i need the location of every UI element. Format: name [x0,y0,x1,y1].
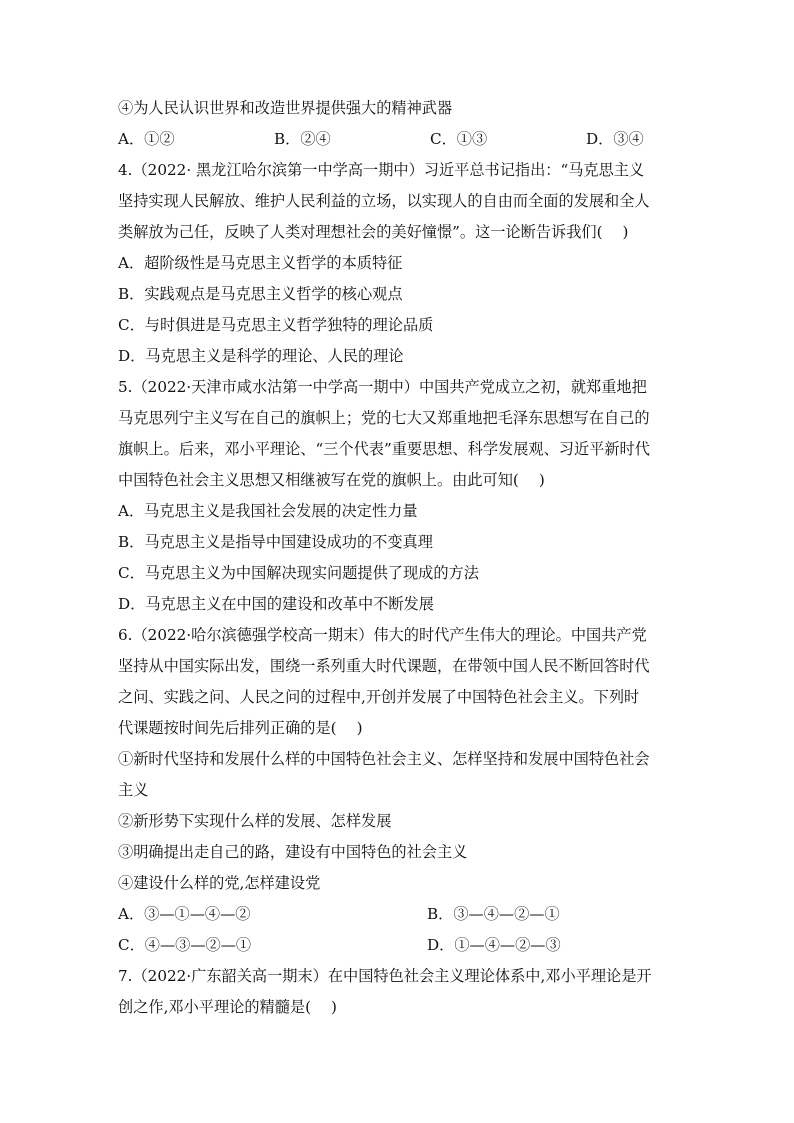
answer-options-row-2 [118,930,678,961]
option-d[interactable]: D．③④ [586,130,644,148]
option-b[interactable]: B．②④ [274,130,331,148]
statement-4: ④建设什么样的党,怎样建设党 [118,874,321,892]
option-d[interactable]: D．马克思主义是科学的理论、人民的理论 [118,347,404,365]
question-stem-line: 旗帜上。后来，邓小平理论、“三个代表”重要思想、科学发展观、习近平新时代 [118,440,650,458]
option-a[interactable]: A．马克思主义是我国社会发展的决定性力量 [118,502,418,520]
statement-1: ①新时代坚持和发展什么样的中国特色社会主义、怎样坚持和发展中国特色社会 [118,750,650,768]
question-7 [118,961,678,1023]
question-6 [118,620,678,961]
option-d[interactable]: D．马克思主义在中国的建设和改革中不断发展 [118,595,434,613]
option-c[interactable]: C．④—③—②—① [118,936,252,954]
question-stem-line: 5.（2022·天津市咸水沽第一中学高一期中）中国共产党成立之初，就郑重地把 [118,378,647,396]
option-c[interactable]: C．①③ [430,130,488,148]
question-stem-line: 坚持从中国实际出发，围绕一系列重大时代课题，在带领中国人民不断回答时代 [118,657,650,675]
answer-options-row-1 [118,899,678,930]
question-3-tail [118,93,678,155]
option-a[interactable]: A．超阶级性是马克思主义哲学的本质特征 [118,254,403,272]
answer-options [118,124,678,155]
question-4 [118,155,678,372]
question-stem-line: 马克思列宁主义写在自己的旗帜上；党的七大又郑重地把毛泽东思想写在自己的 [118,409,650,427]
question-stem-line: 4.（2022· 黑龙江哈尔滨第一中学高一期中）习近平总书记指出：“马克思主义 [118,161,645,179]
option-c[interactable]: C．与时俱进是马克思主义哲学独特的理论品质 [118,316,434,334]
question-stem-line: 6.（2022·哈尔滨德强学校高一期末）伟大的时代产生伟大的理论。中国共产党 [118,626,647,644]
option-b[interactable]: B．实践观点是马克思主义哲学的核心观点 [118,285,403,303]
option-b[interactable]: B．马克思主义是指导中国建设成功的不变真理 [118,533,433,551]
question-stem-line: 类解放为己任，反映了人类对理想社会的美好憧憬”。这一论断告诉我们( ) [118,223,629,241]
option-c[interactable]: C．马克思主义为中国解决现实问题提供了现成的方法 [118,564,479,582]
question-stem-line: 之问、实践之问、人民之问的过程中,开创并发展了中国特色社会主义。下列时 [118,688,640,706]
question-stem-line: 中国特色社会主义思想又相继被写在党的旗帜上。由此可知( ) [118,471,545,489]
statement-4: ④为人民认识世界和改造世界提供强大的精神武器 [118,99,453,117]
question-5 [118,372,678,620]
question-stem-line: 坚持实现人民解放、维护人民利益的立场，以实现人的自由而全面的发展和全人 [118,192,650,210]
option-a[interactable]: A．①② [118,130,175,148]
statement-2: ②新形势下实现什么样的发展、怎样发展 [118,812,392,830]
statement-1-cont: 主义 [118,781,149,799]
statement-3: ③明确提出走自己的路，建设有中国特色的社会主义 [118,843,468,861]
option-b[interactable]: B．③—④—②—① [427,905,560,923]
question-stem-line: 代课题按时间先后排列正确的是( ) [118,719,363,737]
option-a[interactable]: A．③—①—④—② [118,905,251,923]
option-d[interactable]: D．①—④—②—③ [427,936,561,954]
question-stem-line: 创之作,邓小平理论的精髓是( ) [118,998,337,1016]
exam-page [118,93,678,1023]
question-stem-line: 7.（2022·广东韶关高一期末）在中国特色社会主义理论体系中,邓小平理论是开 [118,967,652,985]
